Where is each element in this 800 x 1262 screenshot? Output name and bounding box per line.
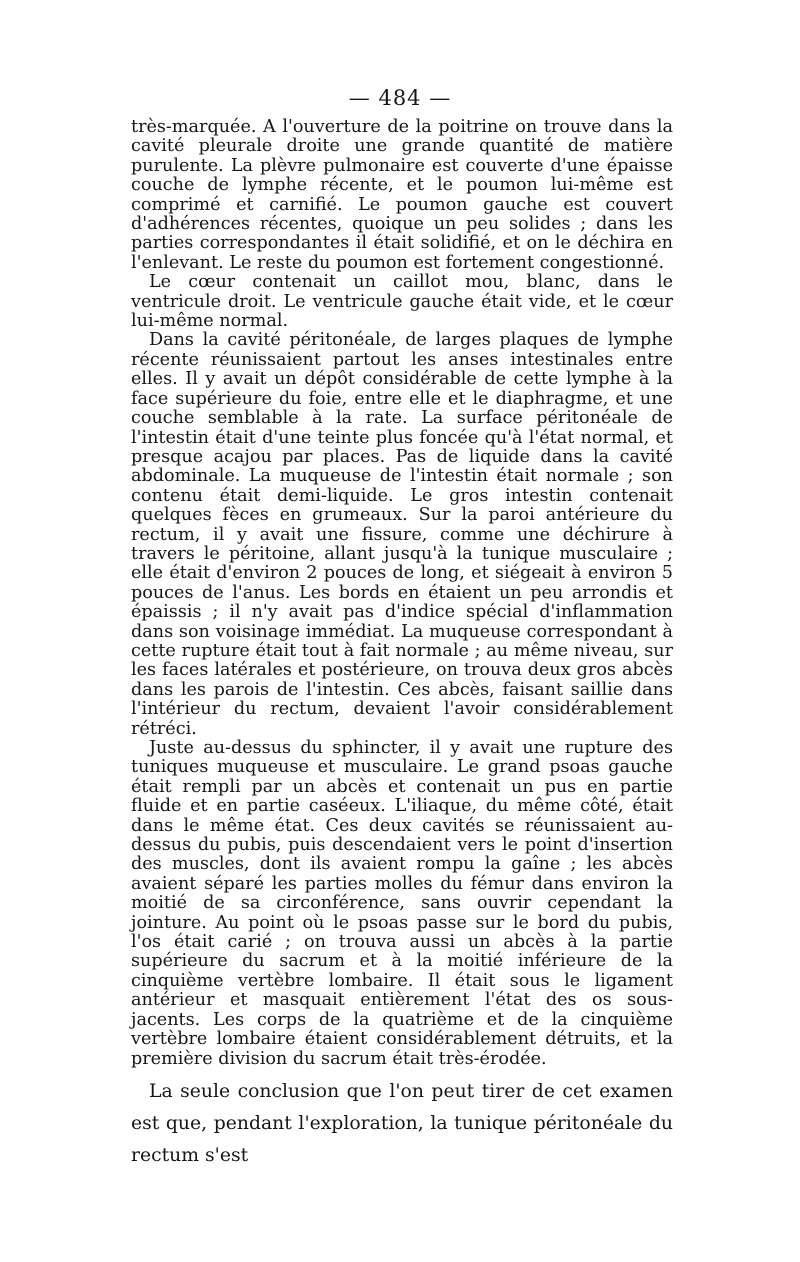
paragraph-heart-findings: Le cœur contenait un caillot mou, blanc, dans le ventricule droit. Le ventricule gauche était vide, et le cœur lui-même normal. (131, 272, 673, 332)
body-text (131, 118, 673, 1069)
paragraph-pleural-findings: très-marquée. A l'ouverture de la poitrine on trouve dans la cavité pleurale droite une grande quantité de matière purulente. La plèvre pulmonaire est couverte d'une épaisse couche de lymphe récente, et le poumon lui-même est comprimé et carnifié. Le poumon gauche est couvert d'adhérences récentes, quoique un peu solides ; dans les parties correspondantes il était solidifié, et on le déchira en l'enlevant. Le reste du poumon est fortement congestionné. (131, 117, 673, 273)
conclusion-paragraph: La seule conclusion que l'on peut tirer de cet examen est que, pendant l'exploration, la tunique péritonéale du rectum s'est (131, 1081, 673, 1166)
paragraph-psoas-findings: Juste au-dessus du sphincter, il y avait une rupture des tuniques muqueuse et musculaire. Le grand psoas gauche était rempli par un abcès et contenait un pus en partie fluide et en partie caséeux. L'iliaque, du même côté, était dans le même état. Ces deux cavités se réunissaient au-dessus du pubis, puis descendaient vers le point d'insertion des muscles, dont ils avaient rompu la gaîne ; les abcès avaient séparé les parties molles du fémur dans environ la moitié de sa circonférence, sans ouvrir cependant la jointure. Au point où le psoas passe sur le bord du pubis, l'os était carié ; on trouva aussi un abcès à la partie supérieure du sacrum et à la moitié inférieure de la cinquième vertèbre lombaire. Il était sous le ligament antérieur et masquait entièrement l'état des os sous-jacents. Les corps de la quatrième et de la cinquième vertèbre lombaire étaient considérablement détruits, et la première division du sacrum était très-érodée. (131, 738, 673, 1069)
paragraph-peritoneal-findings: Dans la cavité péritonéale, de larges plaques de lymphe récente réunissaient partout les anses intestinales entre elles. Il y avait un dépôt considérable de cette lymphe à la face supérieure du foie, entre elle et le diaphragme, et une couche semblable à la rate. La surface péritonéale de l'intestin était d'une teinte plus foncée qu'à l'état normal, et presque acajou par places. Pas de liquide dans la cavité abdominale. La muqueuse de l'intestin était normale ; son contenu était demi-liquide. Le gros intestin contenait quelques fèces en grumeaux. Sur la paroi antérieure du rectum, il y avait une fissure, comme une déchirure à travers le péritoine, allant jusqu'à la tunique musculaire ; elle était d'environ 2 pouces de long, et siégeait à environ 5 pouces de l'anus. Les bords en étaient un peu arrondis et épaissis ; il n'y avait pas d'indice spécial d'inflammation dans son voisinage immédiat. La muqueuse correspondant à cette rupture était tout à fait normale ; au même niveau, sur les faces latérales et postérieure, on trouva deux gros abcès dans les parois de l'intestin. Ces abcès, faisant saillie dans l'intérieur du rectum, devaient l'avoir considérablement rétréci. (131, 330, 673, 739)
page-number: — 484 — (348, 86, 452, 110)
